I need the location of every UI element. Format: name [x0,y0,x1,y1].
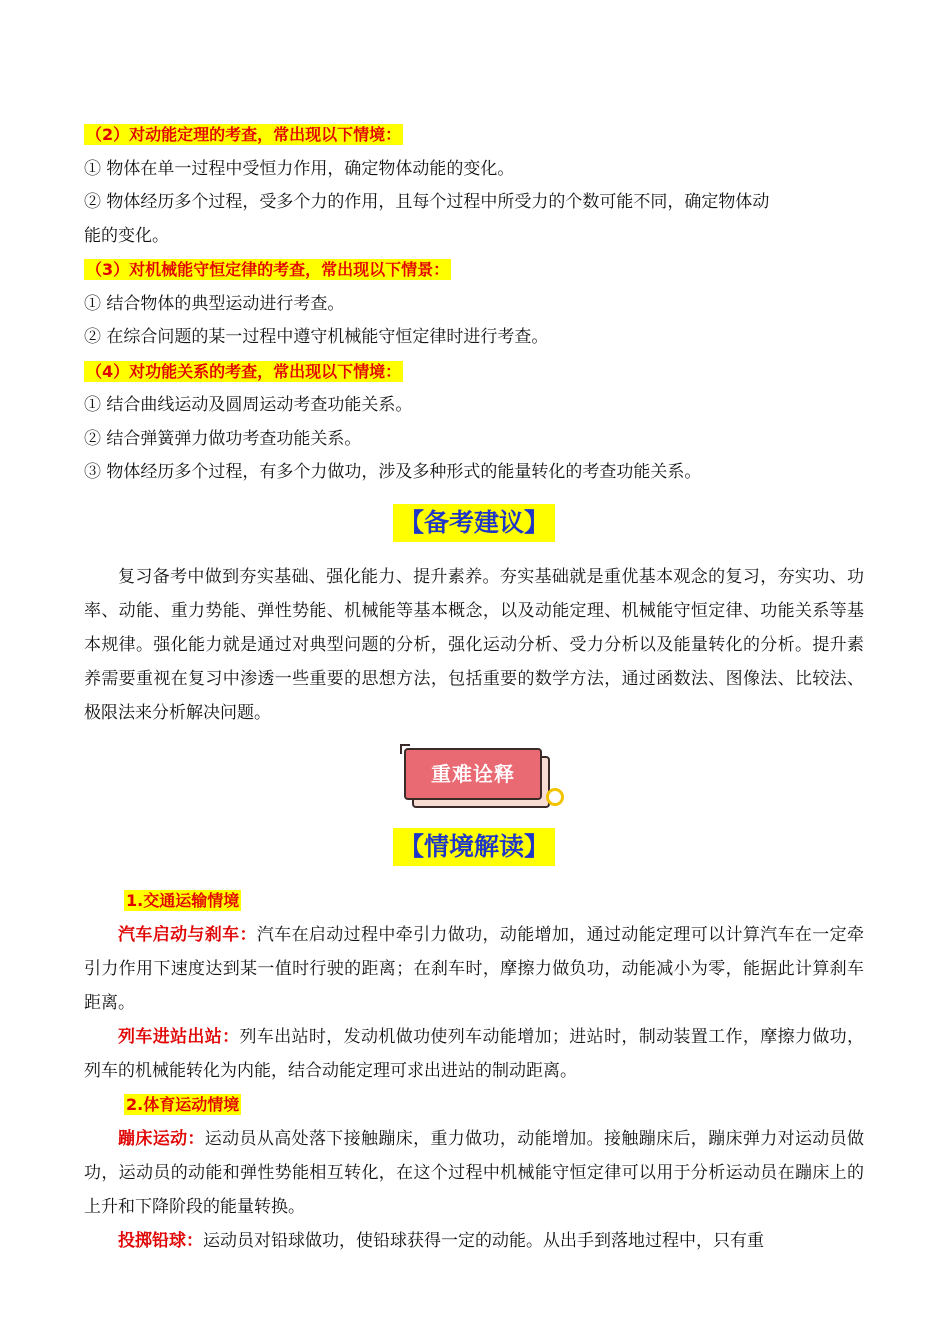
section-2-para-1-text: 运动员从高处落下接触蹦床，重力做功，动能增加。接触蹦床后，蹦床弹力对运动员做功，运动员的动能和弹性势能相互转化，在这个过程中机械能守恒定律可以用于分析运动员在蹦床上的上升和下降阶段的能量转换。 [84,1128,865,1217]
section-1-para-2-text: 列车出站时，发动机做功使列车动能增加；进站时，制动装置工作，摩擦力做功，列车的机械能转化为内能，结合动能定理可求出进站的制动距离。 [84,1026,864,1081]
advice-title: 【备考建议】 [393,504,555,542]
section-1-para-1-text: 汽车在启动过程中牵引力做功，动能增加，通过动能定理可以计算汽车在一定牵引力作用下速度达到某一值时行驶的距离；在刹车时，摩擦力做负功，动能减小为零，能据此计算刹车距离。 [84,924,865,1013]
block2-heading-line [84,253,864,288]
block3-heading-line [84,355,864,390]
block1-item-2-cont: 能的变化。 [84,225,169,246]
badge-ring-icon [546,788,564,806]
block3-item-2: ② 结合弹簧弹力做功考查功能关系。 [84,428,362,449]
section-2-heading: 2.体育运动情境 [126,1094,240,1114]
block2-item-2: ② 在综合问题的某一过程中遵守机械能守恒定律时进行考查。 [84,327,549,347]
section-2-para-1 [84,1122,864,1224]
section-2-para-2 [84,1224,864,1258]
section-2-para-1-lead: 蹦床运动： [118,1128,205,1149]
context-title: 【情境解读】 [393,828,555,866]
section-1-heading-line [124,884,864,918]
document-page [84,118,864,1258]
key-points-badge [404,748,544,798]
advice-paragraph: 复习备考中做到夯实基础、强化能力、提升素养。夯实基础就是重优基本观念的复习，夯实功、功率、动能、重力势能、弹性势能、机械能等基本概念，以及动能定理、机械能守恒定律、功能关系等基本规律。强化能力就是通过对典型问题的分析，强化运动分析、受力分析以及能量转化的分析。提升素养需要重视在复习中渗透一些重要的思想方法，包括重要的数学方法，通过函数法、图像法、比较法、极限法来分析解决问题。 [84,566,864,723]
section-1-heading: 1.交通运输情境 [126,890,240,910]
badge-corner-icon [400,744,410,754]
section-2-para-2-lead: 投掷铅球： [118,1230,203,1251]
section-1-para-1-lead: 汽车启动与刹车： [118,924,257,945]
section-2-para-2-text: 运动员对铅球做功，使铅球获得一定的动能。从出手到落地过程中，只有重 [203,1230,764,1251]
block2-heading: （3）对机械能守恒定律的考查，常出现以下情景： [86,260,450,279]
section-1-para-1 [84,918,864,1020]
block3-item-1: ① 结合曲线运动及圆周运动考查功能关系。 [84,395,413,415]
block1-item-1: ① 物体在单一过程中受恒力作用，确定物体动能的变化。 [84,158,515,179]
block2-item-1: ① 结合物体的典型运动进行考查。 [84,293,345,314]
block1-heading-line [84,118,864,153]
block3-item-3: ③ 物体经历多个过程，有多个力做功，涉及多种形式的能量转化的考查功能关系。 [84,462,702,482]
advice-banner [84,504,864,544]
block1-heading: （2）对动能定理的考查，常出现以下情境： [86,125,402,144]
badge-label: 重难诠释 [404,748,542,800]
section-1-para-2 [84,1020,864,1088]
section-1-para-2-lead: 列车进站出站： [118,1026,240,1047]
block1-item-2: ② 物体经历多个过程，受多个力的作用，且每个过程中所受力的个数可能不同，确定物体动 [84,192,770,212]
block3-heading: （4）对功能关系的考查，常出现以下情境： [86,361,402,381]
badge-container [84,744,864,806]
context-banner [84,828,864,868]
section-2-heading-line [124,1088,864,1122]
